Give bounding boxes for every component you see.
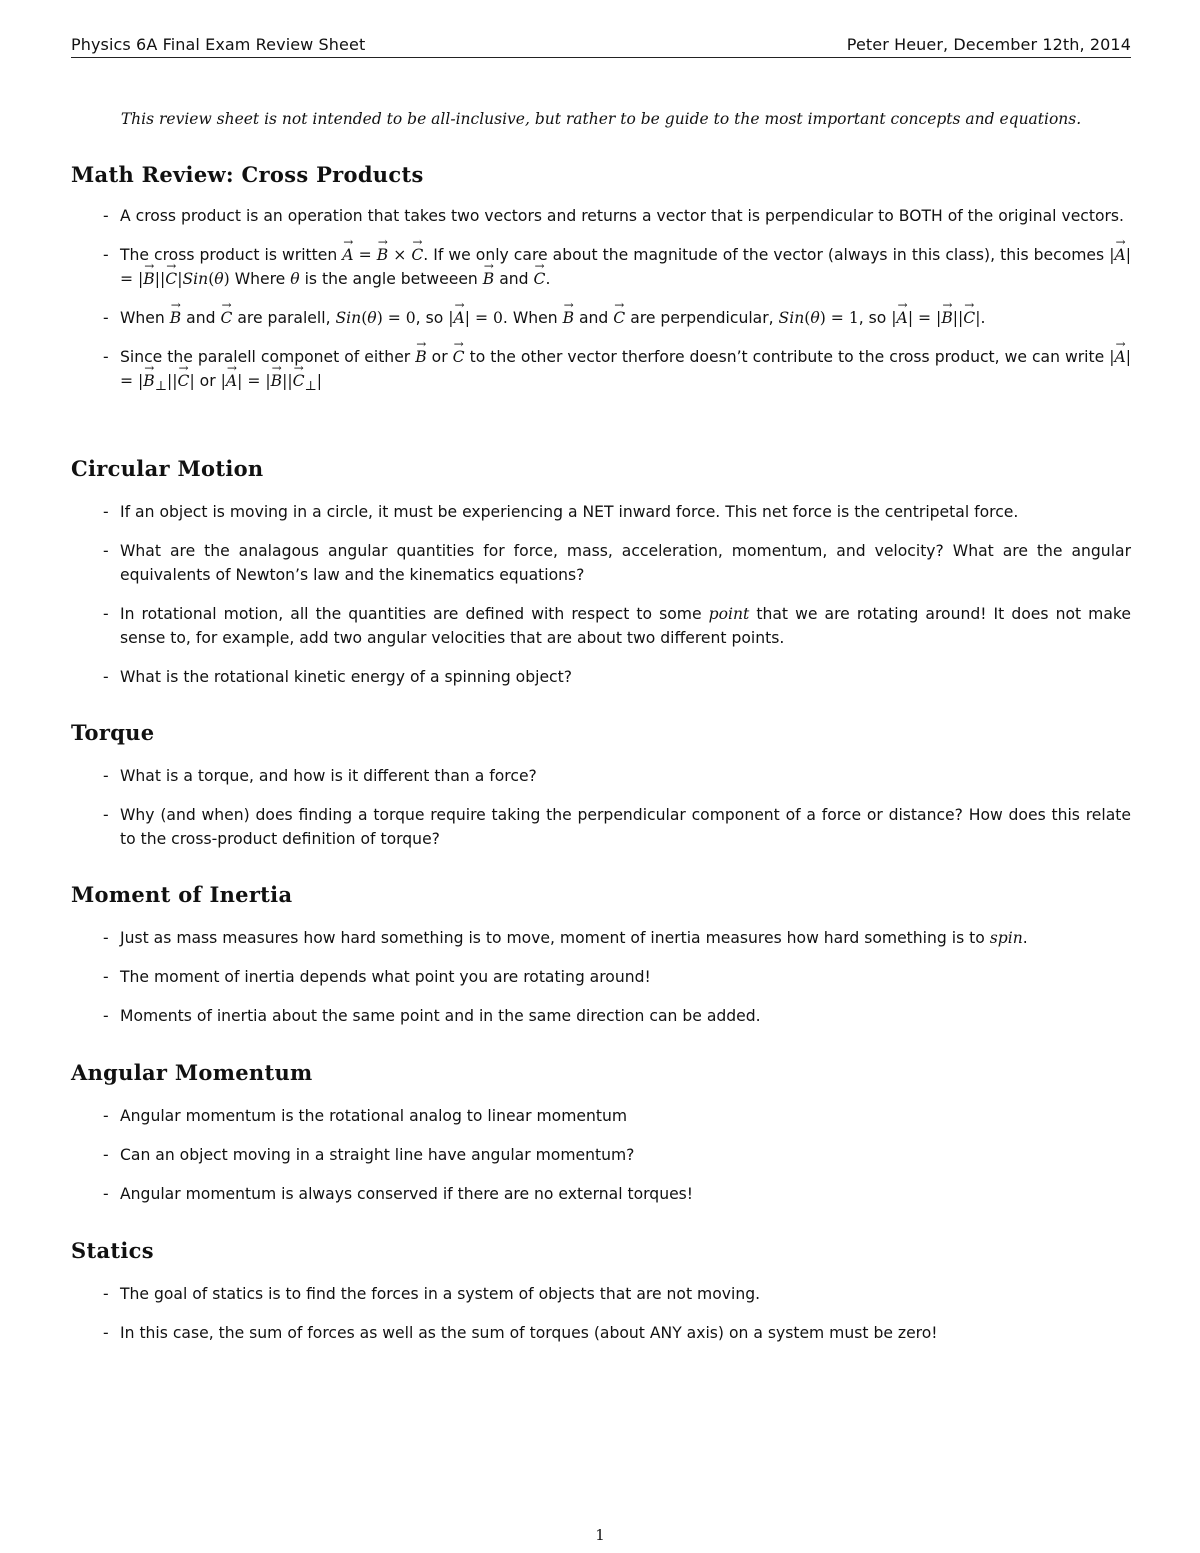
list-item: - Moments of inertia about the same point and in the same direction can be added.	[103, 1007, 761, 1025]
page-number: 1	[595, 1526, 605, 1544]
bullet-list	[71, 764, 1131, 851]
list-item: - A cross product is an operation that takes two vectors and returns a vector that is perpendicular to BOTH of the original vectors.	[103, 207, 1125, 225]
list-item: - When B → and C → are paralell, Sin(θ) = 0, so |A →| = 0. When B → and C → are perpendicular, Sin(θ) = 1, so |A →| = |B →||C →|.	[71, 306, 1131, 330]
section-title: Circular Motion	[71, 456, 264, 481]
list-item: - Since the paralell componet of either B → or C → to the other vector therfore doesn’t contribute to the cross product, we can write |A →| = $|B \to_\perp||C$ →| or |A →| = $|B \to||C \to_\perp|$	[71, 345, 1131, 399]
list-item: - Just as mass measures how hard something is to move, moment of inertia measures how hard something is to spin.	[103, 929, 1028, 947]
list-item: - What is the rotational kinetic energy of a spinning object?	[103, 668, 573, 686]
list-item: - The goal of statics is to find the forces in a system of objects that are not moving.	[103, 1285, 761, 1303]
section-title: Statics	[71, 1238, 154, 1263]
list-item: - The moment of inertia depends what point you are rotating around!	[103, 968, 651, 986]
list-item: - In rotational motion, all the quantities are defined with respect to some point that we are rotating around! It does not make sense to, for example, add two angular velocities that are about two different points.	[103, 605, 1131, 647]
running-header	[71, 33, 1131, 58]
list-item: - Angular momentum is the rotational analog to linear momentum	[103, 1107, 628, 1125]
section-torque	[71, 720, 1131, 866]
section-angular-momentum	[71, 1060, 1131, 1221]
section-title: Math Review: Cross Products	[71, 162, 424, 187]
bullet-list	[71, 926, 1131, 1028]
list-item: - What is a torque, and how is it different than a force?	[103, 767, 537, 785]
header-author-date: Peter Heuer, December 12th, 2014	[846, 35, 1131, 54]
section-circular-motion	[71, 456, 1131, 704]
list-item: - Why (and when) does finding a torque require taking the perpendicular component of a force or distance? How does this relate to the cross-product definition of torque?	[103, 806, 1131, 848]
bullet-list	[71, 204, 1131, 399]
section-cross-products	[71, 162, 1131, 414]
bullet-list	[71, 1282, 1131, 1345]
section-statics	[71, 1238, 1131, 1360]
section-title: Torque	[71, 720, 155, 745]
bullet-list	[71, 1104, 1131, 1206]
list-item: - What are the analagous angular quantities for force, mass, acceleration, momentum, and velocity? What are the angular equivalents of Newton’s law and the kinematics equations?	[103, 542, 1131, 584]
list-item: - The cross product is written A → = B → × C →. If we only care about the magnitude of the vector (always in this class), this becomes |A →| = |B →||C →|Sin(θ) Where θ is the angle betweeen B → and C →.	[71, 243, 1131, 291]
section-title: Moment of Inertia	[71, 882, 293, 907]
bullet-list	[71, 500, 1131, 689]
section-moment-of-inertia	[71, 882, 1131, 1043]
header-course-title: Physics 6A Final Exam Review Sheet	[71, 35, 366, 54]
list-item: - Angular momentum is always conserved if there are no external torques!	[103, 1185, 694, 1203]
list-item: - If an object is moving in a circle, it must be experiencing a NET inward force. This net force is the centripetal force.	[103, 503, 1019, 521]
list-item: - In this case, the sum of forces as well as the sum of torques (about ANY axis) on a system must be zero!	[103, 1324, 938, 1342]
section-title: Angular Momentum	[71, 1060, 313, 1085]
intro-note: This review sheet is not intended to be all-inclusive, but rather to be guide to the most important concepts and equations.	[120, 110, 1082, 128]
list-item: - Can an object moving in a straight line have angular momentum?	[103, 1146, 635, 1164]
